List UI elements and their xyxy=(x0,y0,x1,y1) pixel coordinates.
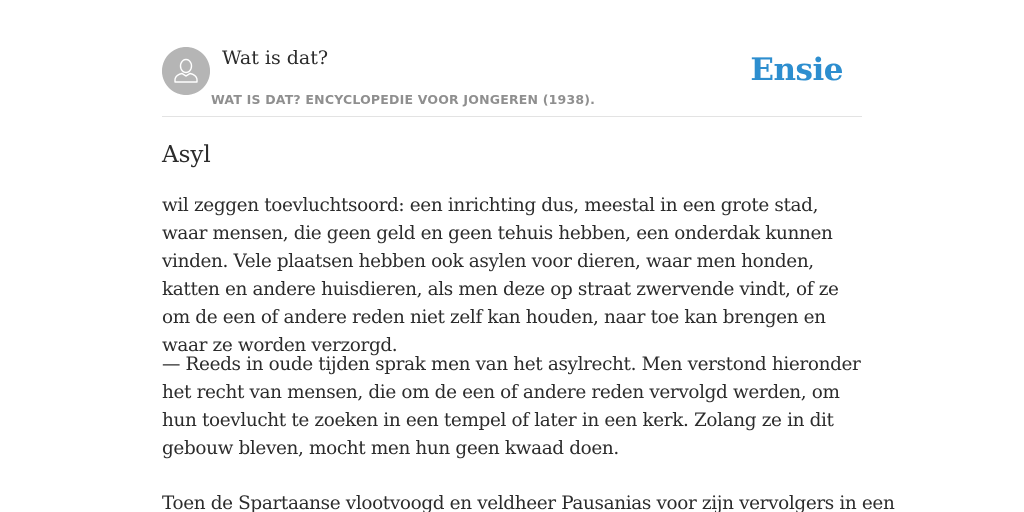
article-container xyxy=(162,0,895,512)
user-icon xyxy=(162,47,210,95)
author-avatar[interactable] xyxy=(162,47,210,95)
author-name[interactable]: Wat is dat? xyxy=(222,47,329,69)
article-header xyxy=(162,0,862,117)
source-label[interactable]: WAT IS DAT? ENCYCLOPEDIE VOOR JONGEREN (1938). xyxy=(211,92,596,107)
article-title: Asyl xyxy=(162,142,211,168)
article-paragraph: wil zeggen toevluchtsoord: een inrichting dus, meestal in een grote stad, waar mensen, die geen geld en geen tehuis hebben, een onderdak kunnen vinden. Vele plaatsen hebben ook asylen voor dieren, waar men honden, katten en andere huisdieren, als men deze op straat zwervende vindt, of ze om de een of andere reden niet zelf kan houden, naar toe kan brengen en waar ze worden verzorgd. xyxy=(162,195,839,356)
article-paragraph: Toen de Spartaanse vlootvoogd en veldheer Pausanias voor zijn vervolgers in een xyxy=(162,493,895,512)
article-paragraph: — Reeds in oude tijden sprak men van het asylrecht. Men verstond hieronder het recht van mensen, die om de een of andere reden vervolgd werden, om hun toevlucht te zoeken in een tempel of later in een kerk. Zolang ze in dit gebouw bleven, mocht men hun geen kwaad doen. xyxy=(162,354,861,459)
ensie-logo[interactable]: Ensie xyxy=(750,52,843,88)
